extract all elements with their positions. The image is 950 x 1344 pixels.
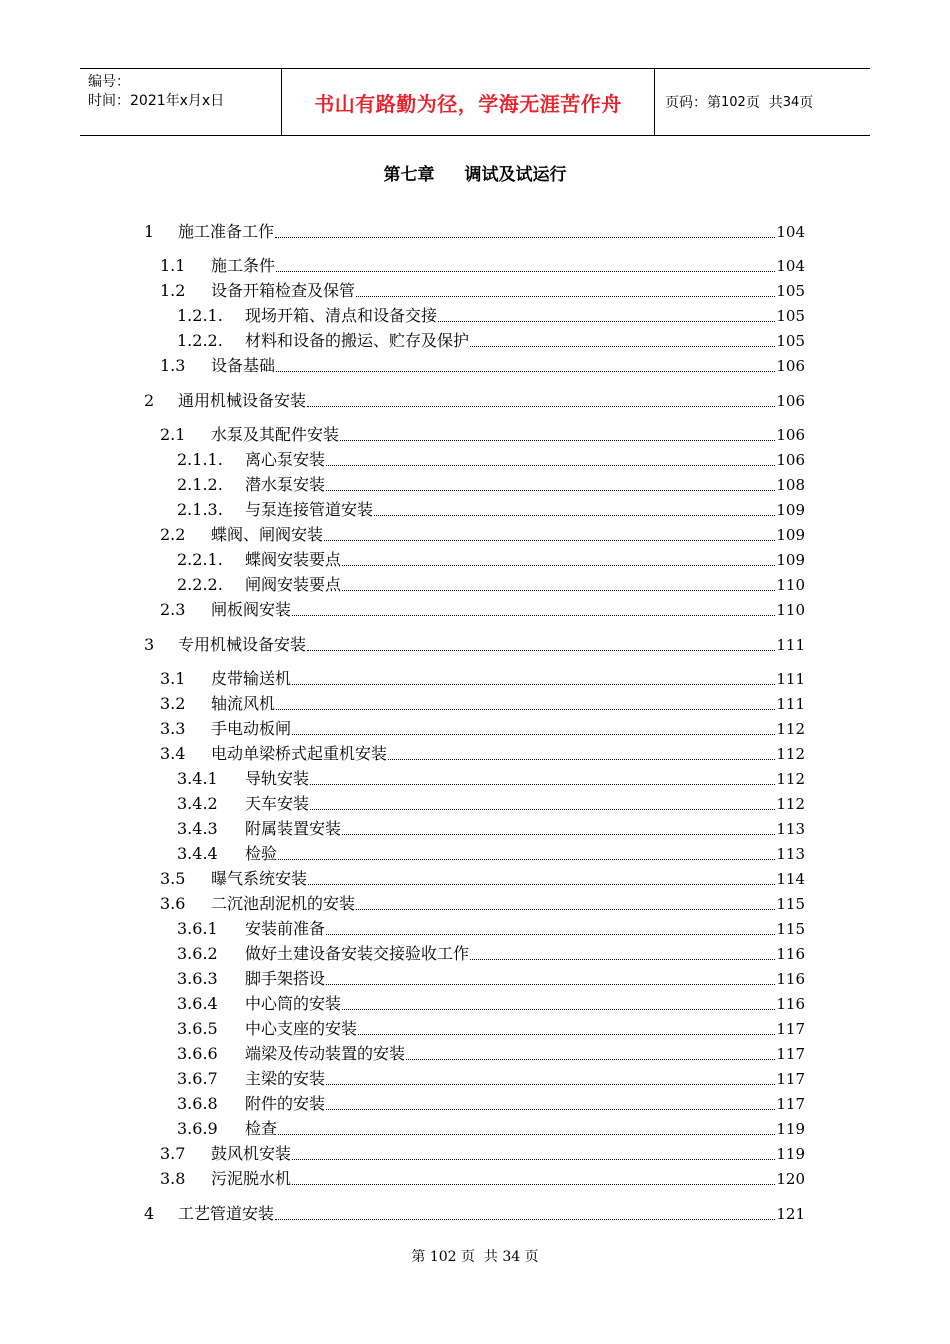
toc-dot-leader — [292, 733, 775, 735]
toc-entry-label: 安装前准备 — [245, 919, 326, 938]
toc-entry-number: 1 — [144, 222, 155, 241]
toc-entry-page: 106 — [776, 357, 805, 375]
toc-dot-leader — [438, 320, 775, 322]
toc-entry-label: 闸板阀安装 — [211, 600, 292, 619]
toc-entry-label: 做好土建设备安装交接验收工作 — [245, 944, 470, 963]
toc-entry-label: 设备开箱检查及保管 — [211, 281, 356, 300]
toc-dot-leader — [276, 708, 775, 710]
toc-entry-label: 天车安装 — [245, 794, 310, 813]
toc-entry-number: 1.1 — [160, 256, 186, 275]
toc-entry[interactable] — [177, 448, 805, 470]
toc-entry-page: 121 — [776, 1205, 805, 1223]
toc-dot-leader — [326, 1108, 775, 1110]
toc-entry-page: 111 — [776, 636, 805, 654]
toc-entry-number: 2.1 — [160, 425, 186, 444]
toc-entry-number: 3.4.4 — [177, 844, 218, 863]
toc-entry-number: 1.2.2. — [177, 331, 223, 350]
toc-dot-leader — [342, 833, 775, 835]
toc-entry-page: 119 — [776, 1120, 805, 1138]
toc-entry[interactable] — [177, 842, 805, 864]
toc-entry-label: 手电动板闸 — [211, 719, 292, 738]
toc-entry-label: 与泵连接管道安装 — [245, 500, 374, 519]
toc-entry-number: 3.7 — [160, 1144, 186, 1163]
toc-dot-leader — [470, 345, 775, 347]
toc-entry-number: 3.4.2 — [177, 794, 218, 813]
toc-entry-number: 3 — [144, 635, 155, 654]
header-page-total: 34 — [782, 94, 800, 110]
toc-entry-label: 潜水泵安装 — [245, 475, 326, 494]
toc-entry-page: 109 — [776, 501, 805, 519]
toc-entry[interactable] — [177, 767, 805, 789]
toc-entry-page: 108 — [776, 476, 805, 494]
toc-entry-number: 2 — [144, 391, 155, 410]
toc-entry-number: 2.3 — [160, 600, 186, 619]
toc-entry[interactable] — [177, 967, 805, 989]
toc-dot-leader — [388, 758, 775, 760]
toc-entry-label: 设备基础 — [211, 356, 276, 375]
toc-entry[interactable] — [177, 792, 805, 814]
toc-entry[interactable] — [177, 917, 805, 939]
toc-dot-leader — [356, 908, 775, 910]
toc-dot-leader — [406, 1058, 775, 1060]
toc-dot-leader — [310, 808, 775, 810]
toc-entry-label: 检查 — [245, 1119, 278, 1138]
toc-entry-label: 二沉池刮泥机的安装 — [211, 894, 356, 913]
toc-entry-label: 曝气系统安装 — [211, 869, 308, 888]
toc-entry-label: 鼓风机安装 — [211, 1144, 292, 1163]
toc-dot-leader — [310, 783, 775, 785]
toc-entry[interactable] — [160, 717, 805, 739]
toc-entry-label: 附件的安装 — [245, 1094, 326, 1113]
toc-entry-page: 113 — [776, 845, 805, 863]
toc-entry[interactable] — [177, 329, 805, 351]
toc-entry-page: 117 — [776, 1020, 805, 1038]
toc-entry-page: 112 — [776, 795, 805, 813]
toc-entry-number: 3.8 — [160, 1169, 186, 1188]
toc-dot-leader — [307, 405, 775, 407]
toc-entry-label: 导轨安装 — [245, 769, 310, 788]
toc-entry[interactable] — [177, 304, 805, 326]
toc-entry-number: 3.4 — [160, 744, 186, 763]
toc-dot-leader — [307, 649, 775, 651]
toc-entry[interactable] — [144, 633, 805, 655]
toc-entry[interactable] — [160, 667, 805, 689]
footer-prefix: 第 — [411, 1249, 426, 1265]
toc-entry[interactable] — [177, 473, 805, 495]
toc-entry-label: 电动单梁桥式起重机安装 — [211, 744, 388, 763]
toc-entry-label: 工艺管道安装 — [178, 1204, 275, 1223]
toc-entry-number: 3.3 — [160, 719, 186, 738]
toc-entry-number: 4 — [144, 1204, 155, 1223]
toc-entry[interactable] — [160, 279, 805, 301]
toc-entry-number: 1.3 — [160, 356, 186, 375]
footer-mid: 页 共 — [461, 1249, 498, 1265]
toc-entry-number: 3.6.5 — [177, 1019, 218, 1038]
toc-entry-page: 116 — [776, 970, 805, 988]
toc-entry-label: 施工准备工作 — [178, 222, 275, 241]
toc-entry[interactable] — [177, 1067, 805, 1089]
toc-entry-label: 皮带输送机 — [211, 669, 292, 688]
toc-dot-leader — [470, 958, 775, 960]
toc-entry-page: 105 — [776, 307, 805, 325]
toc-dot-leader — [326, 983, 775, 985]
toc-dot-leader — [278, 858, 775, 860]
toc-dot-leader — [358, 1033, 775, 1035]
toc-entry-page: 112 — [776, 770, 805, 788]
toc-entry[interactable] — [177, 548, 805, 570]
toc-entry-page: 115 — [776, 920, 805, 938]
toc-entry[interactable] — [160, 254, 805, 276]
toc-entry[interactable] — [144, 1202, 805, 1224]
toc-entry-page: 110 — [776, 576, 805, 594]
toc-dot-leader — [275, 1218, 775, 1220]
toc-entry-page: 119 — [776, 1145, 805, 1163]
footer-page-number: 102 — [429, 1249, 457, 1265]
toc-entry[interactable] — [144, 389, 805, 411]
toc-entry[interactable] — [160, 1167, 805, 1189]
toc-entry-label: 中心筒的安装 — [245, 994, 342, 1013]
toc-entry[interactable] — [160, 523, 805, 545]
toc-entry-number: 3.6.7 — [177, 1069, 218, 1088]
toc-entry-page: 114 — [776, 870, 805, 888]
toc-entry-page: 109 — [776, 526, 805, 544]
toc-dot-leader — [342, 589, 775, 591]
toc-entry[interactable] — [160, 692, 805, 714]
toc-entry[interactable] — [160, 598, 805, 620]
toc-entry-label: 专用机械设备安装 — [178, 635, 307, 654]
header-motto: 书山有路勤为径，学海无涯苦作舟 — [281, 69, 655, 135]
toc-entry-number: 1.2 — [160, 281, 186, 300]
header-page-mid: 页 共 — [745, 95, 783, 111]
toc-entry-number: 3.4.1 — [177, 769, 218, 788]
toc-entry-page: 112 — [776, 720, 805, 738]
toc-entry-page: 106 — [776, 426, 805, 444]
toc-dot-leader — [292, 614, 775, 616]
toc-dot-leader — [292, 683, 775, 685]
toc-entry-page: 105 — [776, 282, 805, 300]
toc-entry-number: 3.6.4 — [177, 994, 218, 1013]
chapter-number: 第七章 — [383, 165, 435, 185]
footer-total: 34 — [502, 1249, 521, 1265]
toc-entry[interactable] — [177, 817, 805, 839]
toc-entry[interactable] — [160, 1142, 805, 1164]
toc-entry-number: 3.6.3 — [177, 969, 218, 988]
document-code-label: 编号： — [88, 74, 130, 90]
toc-entry-number: 3.5 — [160, 869, 186, 888]
toc-entry-page: 110 — [776, 601, 805, 619]
toc-entry-page: 117 — [776, 1095, 805, 1113]
toc-entry-label: 检验 — [245, 844, 278, 863]
toc-entry-number: 3.6.1 — [177, 919, 218, 938]
toc-entry-number: 2.1.2. — [177, 475, 223, 494]
toc-entry[interactable] — [177, 1117, 805, 1139]
header-page-info — [655, 69, 870, 135]
toc-entry[interactable] — [177, 498, 805, 520]
toc-entry-number: 3.6.2 — [177, 944, 218, 963]
toc-entry[interactable] — [177, 1042, 805, 1064]
toc-dot-leader — [342, 564, 775, 566]
toc-dot-leader — [326, 464, 775, 466]
chapter-name: 调试及试运行 — [464, 165, 567, 185]
toc-entry-label: 现场开箱、清点和设备交接 — [245, 306, 438, 325]
toc-entry[interactable] — [177, 942, 805, 964]
toc-entry-number: 3.6.6 — [177, 1044, 218, 1063]
toc-entry[interactable] — [177, 992, 805, 1014]
toc-dot-leader — [278, 1133, 775, 1135]
toc-entry-number: 3.6.8 — [177, 1094, 218, 1113]
toc-dot-leader — [324, 539, 775, 541]
toc-entry-number: 1.2.1. — [177, 306, 223, 325]
toc-entry-label: 蝶阀、闸阀安装 — [211, 525, 324, 544]
toc-entry-label: 脚手架搭设 — [245, 969, 326, 988]
header-meta — [80, 69, 281, 135]
toc-dot-leader — [326, 489, 775, 491]
toc-entry-label: 污泥脱水机 — [211, 1169, 292, 1188]
toc-entry-page: 117 — [776, 1045, 805, 1063]
toc-entry-page: 105 — [776, 332, 805, 350]
toc-dot-leader — [308, 883, 775, 885]
toc-entry-number: 2.1.1. — [177, 450, 223, 469]
toc-entry[interactable] — [177, 1017, 805, 1039]
document-date: 时间：2021年x月x日 — [88, 93, 225, 109]
toc-dot-leader — [276, 270, 775, 272]
page-header — [80, 68, 870, 136]
toc-entry-number: 2.2.1. — [177, 550, 223, 569]
toc-entry[interactable] — [160, 742, 805, 764]
toc-dot-leader — [374, 514, 775, 516]
toc-entry-number: 3.6.9 — [177, 1119, 218, 1138]
toc-entry-label: 离心泵安装 — [245, 450, 326, 469]
toc-dot-leader — [326, 933, 775, 935]
toc-entry-label: 主梁的安装 — [245, 1069, 326, 1088]
toc-dot-leader — [292, 1183, 775, 1185]
toc-dot-leader — [326, 1083, 775, 1085]
toc-entry[interactable] — [160, 867, 805, 889]
toc-entry[interactable] — [160, 354, 805, 376]
toc-entry-label: 中心支座的安装 — [245, 1019, 358, 1038]
toc-dot-leader — [356, 295, 775, 297]
toc-entry-number: 3.2 — [160, 694, 186, 713]
toc-dot-leader — [342, 1008, 775, 1010]
toc-entry-label: 蝶阀安装要点 — [245, 550, 342, 569]
toc-entry-number: 2.1.3. — [177, 500, 223, 519]
toc-entry-number: 2.2 — [160, 525, 186, 544]
toc-entry-number: 3.1 — [160, 669, 186, 688]
toc-entry-page: 106 — [776, 451, 805, 469]
toc-entry-label: 端梁及传动装置的安装 — [245, 1044, 406, 1063]
toc-entry-number: 3.4.3 — [177, 819, 218, 838]
toc-dot-leader — [340, 439, 775, 441]
toc-entry-page: 106 — [776, 392, 805, 410]
header-page-suffix: 页 — [799, 95, 814, 111]
toc-entry-page: 109 — [776, 551, 805, 569]
toc-entry-label: 材料和设备的搬运、贮存及保护 — [245, 331, 470, 350]
toc-entry[interactable] — [160, 423, 805, 445]
toc-dot-leader — [292, 1158, 775, 1160]
toc-entry[interactable] — [177, 573, 805, 595]
toc-entry-page: 104 — [776, 257, 805, 275]
toc-entry-page: 104 — [776, 223, 805, 241]
toc-entry[interactable] — [160, 892, 805, 914]
page-footer — [0, 1246, 950, 1266]
toc-entry-page: 116 — [776, 945, 805, 963]
header-page-number: 102 — [721, 94, 746, 110]
toc-entry[interactable] — [177, 1092, 805, 1114]
toc-entry-label: 轴流风机 — [211, 694, 276, 713]
toc-entry-label: 水泵及其配件安装 — [211, 425, 340, 444]
toc-entry-page: 112 — [776, 745, 805, 763]
toc-entry-page: 115 — [776, 895, 805, 913]
toc-entry-label: 施工条件 — [211, 256, 276, 275]
toc-entry-page: 113 — [776, 820, 805, 838]
toc-entry-page: 111 — [776, 670, 805, 688]
toc-entry-page: 117 — [776, 1070, 805, 1088]
footer-suffix: 页 — [524, 1249, 539, 1265]
toc-entry-label: 闸阀安装要点 — [245, 575, 342, 594]
toc-entry-page: 116 — [776, 995, 805, 1013]
chapter-title — [0, 160, 950, 185]
toc-dot-leader — [276, 370, 775, 372]
toc-entry-label: 附属装置安装 — [245, 819, 342, 838]
toc-entry-number: 2.2.2. — [177, 575, 223, 594]
toc-entry[interactable] — [144, 220, 805, 242]
toc-entry-page: 120 — [776, 1170, 805, 1188]
toc-entry-page: 111 — [776, 695, 805, 713]
toc-entry-number: 3.6 — [160, 894, 186, 913]
header-page-prefix: 页码：第 — [665, 95, 721, 111]
toc-entry-label: 通用机械设备安装 — [178, 391, 307, 410]
toc-dot-leader — [275, 236, 775, 238]
